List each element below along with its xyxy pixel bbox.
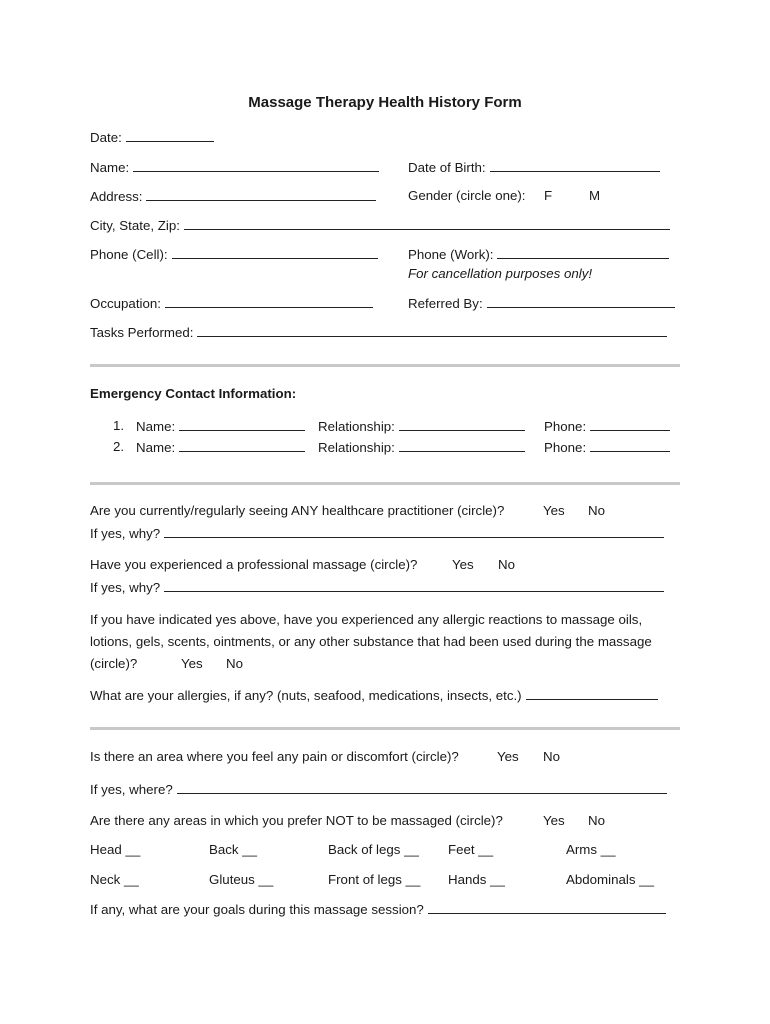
q4-no-option[interactable]: No xyxy=(543,749,560,764)
contact-1-relationship-input[interactable] xyxy=(399,417,525,431)
referred-label: Referred By: xyxy=(408,296,483,311)
contact-1-name-field xyxy=(136,417,305,436)
phone-work-label: Phone (Work): xyxy=(408,247,494,262)
gender-f-option[interactable]: F xyxy=(544,188,553,203)
date-input[interactable] xyxy=(126,128,214,142)
q1-text: Are you currently/regularly seeing ANY healthcare practitioner (circle)? xyxy=(90,503,505,518)
q1-why-label: If yes, why? xyxy=(90,526,161,541)
dob-label: Date of Birth: xyxy=(408,160,486,175)
phone-cell-input[interactable] xyxy=(172,245,378,259)
q2-why-field xyxy=(90,578,664,597)
q3-text-line-3: (circle)? xyxy=(90,656,138,671)
dob-field xyxy=(408,158,660,177)
gender-field xyxy=(408,187,526,205)
area-abdominals-option[interactable]: Abdominals __ xyxy=(566,872,654,887)
area-gluteus-option[interactable]: Gluteus __ xyxy=(209,872,274,887)
q1-yes-option[interactable]: Yes xyxy=(543,503,565,518)
area-neck-option[interactable]: Neck __ xyxy=(90,872,139,887)
gender-label: Gender (circle one): xyxy=(408,188,526,203)
area-hands-option[interactable]: Hands __ xyxy=(448,872,505,887)
gender-m-option[interactable]: M xyxy=(589,188,601,203)
q5-text: Are there any areas in which you prefer NOT to be massaged (circle)? xyxy=(90,813,503,828)
q1-why-field xyxy=(90,524,664,543)
contact-2-name-input[interactable] xyxy=(179,438,305,452)
phone-cell-field xyxy=(90,245,378,264)
allergies-label: What are your allergies, if any? (nuts, seafood, medications, insects, etc.) xyxy=(90,688,522,703)
contact-1-phone-field xyxy=(544,417,670,436)
city-field xyxy=(90,216,670,235)
allergies-field xyxy=(90,686,658,705)
allergies-input[interactable] xyxy=(526,686,658,700)
area-back-of-legs-option[interactable]: Back of legs __ xyxy=(328,842,419,857)
q4-where-input[interactable] xyxy=(177,780,667,794)
name-field xyxy=(90,158,379,177)
contact-2-phone-label: Phone: xyxy=(544,440,587,455)
city-label: City, State, Zip: xyxy=(90,218,180,233)
phone-work-input[interactable] xyxy=(497,245,669,259)
name-input[interactable] xyxy=(133,158,379,172)
section-divider xyxy=(90,364,680,367)
area-front-of-legs-option[interactable]: Front of legs __ xyxy=(328,872,421,887)
q1-why-input[interactable] xyxy=(164,524,664,538)
q5-no-option[interactable]: No xyxy=(588,813,605,828)
contact-2-phone-input[interactable] xyxy=(590,438,670,452)
contact-2-relationship-input[interactable] xyxy=(399,438,525,452)
phone-work-field xyxy=(408,245,669,264)
contact-1-number: 1. xyxy=(113,418,125,433)
contact-1-relationship-label: Relationship: xyxy=(318,419,395,434)
contact-2-relationship-label: Relationship: xyxy=(318,440,395,455)
contact-2-name-label: Name: xyxy=(136,440,176,455)
q2-text: Have you experienced a professional massage (circle)? xyxy=(90,557,418,572)
referred-field xyxy=(408,294,675,313)
tasks-input[interactable] xyxy=(197,323,667,337)
area-back-option[interactable]: Back __ xyxy=(209,842,258,857)
q3-text-line-1: If you have indicated yes above, have you experienced any allergic reactions to massage oils, xyxy=(90,612,643,627)
q4-yes-option[interactable]: Yes xyxy=(497,749,519,764)
area-feet-option[interactable]: Feet __ xyxy=(448,842,494,857)
dob-input[interactable] xyxy=(490,158,660,172)
goals-input[interactable] xyxy=(428,900,666,914)
emergency-heading: Emergency Contact Information: xyxy=(90,386,297,401)
q2-no-option[interactable]: No xyxy=(498,557,515,572)
occupation-input[interactable] xyxy=(165,294,373,308)
q4-where-field xyxy=(90,780,667,799)
tasks-field xyxy=(90,323,667,342)
q4-where-label: If yes, where? xyxy=(90,782,173,797)
q3-text-line-2: lotions, gels, scents, ointments, or any other substance that had been used during the massage xyxy=(90,634,652,649)
occupation-label: Occupation: xyxy=(90,296,161,311)
contact-1-name-label: Name: xyxy=(136,419,176,434)
goals-field xyxy=(90,900,666,919)
occupation-field xyxy=(90,294,373,313)
q3-no-option[interactable]: No xyxy=(226,656,243,671)
q5-yes-option[interactable]: Yes xyxy=(543,813,565,828)
phone-work-note: For cancellation purposes only! xyxy=(408,266,593,281)
city-input[interactable] xyxy=(184,216,670,230)
contact-1-name-input[interactable] xyxy=(179,417,305,431)
address-field xyxy=(90,187,376,206)
address-label: Address: xyxy=(90,189,143,204)
contact-1-phone-input[interactable] xyxy=(590,417,670,431)
area-head-option[interactable]: Head __ xyxy=(90,842,141,857)
contact-2-number: 2. xyxy=(113,439,125,454)
area-arms-option[interactable]: Arms __ xyxy=(566,842,616,857)
q2-why-label: If yes, why? xyxy=(90,580,161,595)
date-field xyxy=(90,128,214,147)
q2-yes-option[interactable]: Yes xyxy=(452,557,474,572)
q2-why-input[interactable] xyxy=(164,578,664,592)
page-title: Massage Therapy Health History Form xyxy=(248,94,522,111)
contact-2-phone-field xyxy=(544,438,670,457)
contact-1-relationship-field xyxy=(318,417,525,436)
q3-yes-option[interactable]: Yes xyxy=(181,656,203,671)
referred-input[interactable] xyxy=(487,294,675,308)
contact-2-relationship-field xyxy=(318,438,525,457)
tasks-label: Tasks Performed: xyxy=(90,325,194,340)
section-divider xyxy=(90,482,680,485)
contact-1-phone-label: Phone: xyxy=(544,419,587,434)
q4-text: Is there an area where you feel any pain or discomfort (circle)? xyxy=(90,749,459,764)
contact-2-name-field xyxy=(136,438,305,457)
phone-cell-label: Phone (Cell): xyxy=(90,247,168,262)
section-divider xyxy=(90,727,680,730)
date-label: Date: xyxy=(90,130,122,145)
address-input[interactable] xyxy=(146,187,376,201)
name-label: Name: xyxy=(90,160,130,175)
goals-label: If any, what are your goals during this massage session? xyxy=(90,902,424,917)
q1-no-option[interactable]: No xyxy=(588,503,605,518)
